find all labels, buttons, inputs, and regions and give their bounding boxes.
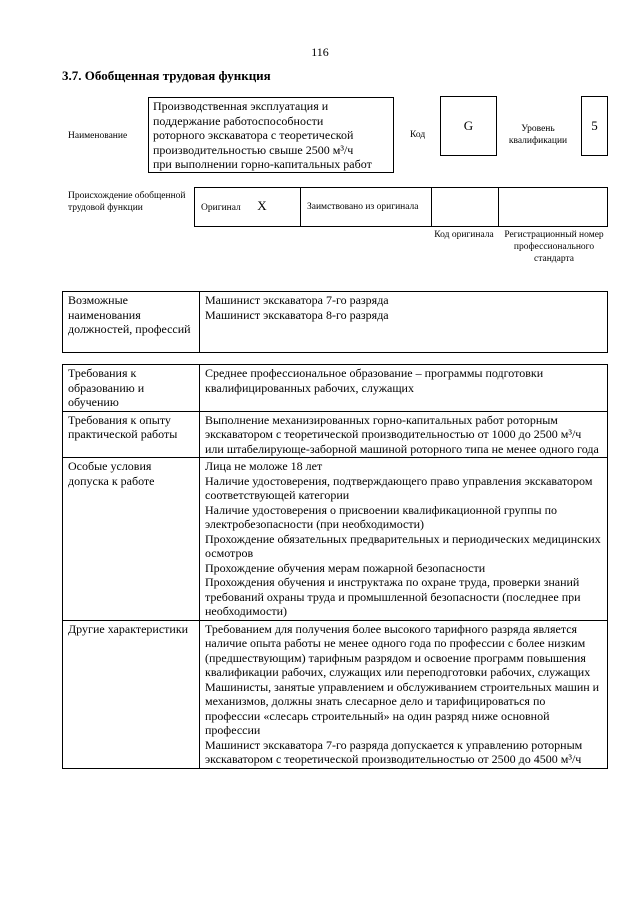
requirement-value (200, 458, 608, 621)
requirement-line: Требованием для получения более высокого тарифного разряда является наличие опыта работы не менее одного года по профессии с более низким (предшествующим) тарифным разрядом и освоение программ повышения квалификации рабочих, служащих или переподготовки рабочих, служащих (205, 621, 591, 679)
code-label: Код (410, 130, 426, 140)
code-value: G (463, 118, 474, 133)
position-item: Машинист экскаватора 7-го разряда (205, 293, 389, 307)
borrowed-label: Заимствовано из оригинала (301, 188, 432, 227)
code-original-label: Код оригинала (434, 230, 494, 240)
page-number: 116 (311, 45, 329, 59)
requirement-line: Наличие удостоверения о присвоении квалификационной группы по электробезопасности (при необходимости) (205, 502, 558, 531)
requirement-line: Машинист экскаватора 7-го разряда допускается к управлению роторным экскаватором с теоретической производительностью от 2500 до 4500 м³/ч (205, 737, 583, 766)
level-value: 5 (591, 118, 598, 133)
function-name-line: поддержание работоспособности (153, 113, 324, 128)
requirements-table (62, 364, 608, 769)
requirement-value (200, 365, 608, 412)
requirement-line: Прохождение обучения мерам пожарной безопасности (205, 560, 486, 575)
positions-table (62, 291, 608, 353)
requirement-line: Выполнение механизированных горно-капитальных работ роторным экскаватором с теоретической производительностью от 1000 до 2500 м³/ч или штабелирующе-заборной машиной роторного типа не менее одного года (205, 412, 599, 456)
requirement-label: Другие характеристики (63, 620, 200, 768)
requirement-value (200, 620, 608, 768)
origin-table (194, 187, 608, 227)
name-label: Наименование (68, 131, 128, 141)
table-row (63, 411, 608, 458)
function-name-box (148, 97, 394, 173)
function-name-line: при выполнении горно-капитальных работ (153, 157, 372, 171)
section-title: 3.7. Обобщенная трудовая функция (62, 68, 271, 83)
requirement-line: Лица не моложе 18 лет (205, 459, 323, 473)
requirement-label: Требования к опыту практической работы (63, 411, 200, 458)
original-mark: X (257, 198, 267, 213)
requirement-label: Особые условия допуска к работе (63, 458, 200, 621)
table-row (63, 458, 608, 621)
table-row (63, 620, 608, 768)
reg-number-cell (499, 188, 608, 227)
position-item: Машинист экскаватора 8-го разряда (205, 307, 389, 322)
table-row (63, 365, 608, 412)
code-value-box (440, 96, 497, 156)
function-name-line: производительностью свыше 2500 м³/ч (153, 142, 354, 157)
requirement-line: Прохождения обучения и инструктажа по охране труда, проверки знаний требований охраны труда и промышленной безопасности (последнее при необходимости) (205, 575, 581, 618)
function-name-line: роторного экскаватора с теоретической (153, 128, 354, 142)
requirement-line: Машинисты, занятые управлением и обслуживанием строительных машин и механизмов, должны знать слесарное дело и тарифицироваться по профессии «слесарь строительный» на один разряд ниже основной профессии (205, 679, 600, 737)
requirement-line: Наличие удостоверения, подтверждающего право управления экскаватором соответствующей категории (205, 473, 593, 502)
positions-label: Возможные наименования должностей, профессий (63, 292, 200, 353)
positions-values (200, 292, 608, 353)
requirement-line: Прохождение обязательных предварительных и периодических медицинских осмотров (205, 531, 601, 560)
requirement-value (200, 411, 608, 458)
requirement-line: Среднее профессиональное образование – программы подготовки квалифицированных рабочих, служащих (205, 366, 544, 395)
reg-number-label: Регистрационный номер профессионального стандарта (504, 230, 604, 264)
original-label: Оригинал (201, 203, 241, 213)
origin-label: Происхождение обобщенной трудовой функции (68, 191, 186, 213)
origin-original-cell (195, 188, 301, 227)
function-name-line: Производственная эксплуатация и (153, 99, 329, 113)
code-original-cell (432, 188, 499, 227)
level-label: Уровень квалификации (508, 124, 568, 146)
requirement-label: Требования к образованию и обучению (63, 365, 200, 412)
level-value-box (581, 96, 608, 156)
